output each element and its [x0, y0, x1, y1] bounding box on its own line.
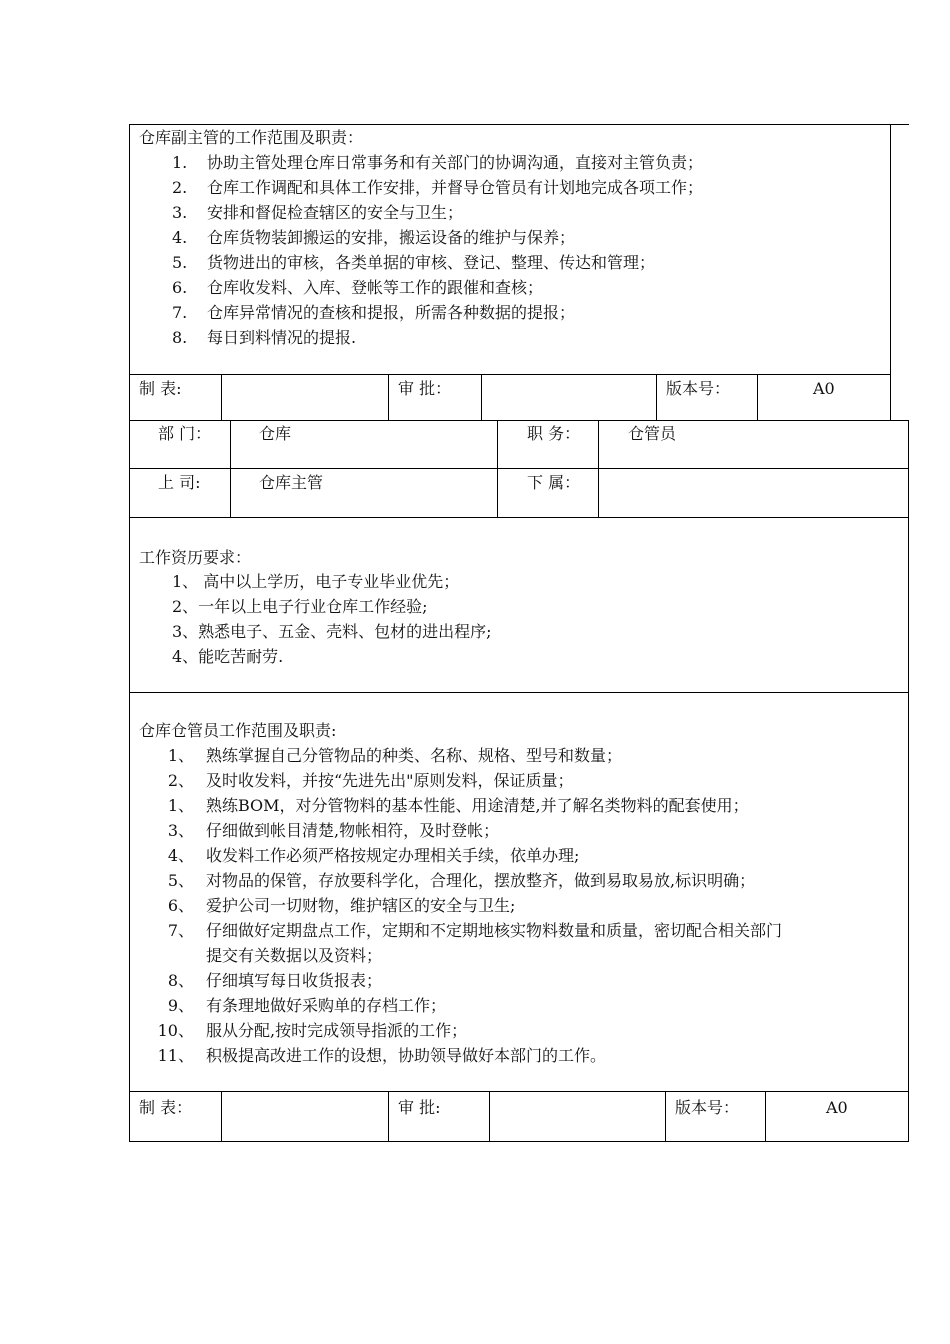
list-item: 1、 高中以上学历，电子专业毕业优先；	[172, 572, 460, 591]
section1-item-text: 协助主管处理仓库日常事务和有关部门的协调沟通，直接对主管负责；	[207, 153, 704, 172]
section1-item-text: 仓库货物装卸搬运的安排，搬运设备的维护与保养；	[207, 228, 576, 247]
section3-item-num: 1、	[167, 796, 194, 815]
section1-item-text: 仓库异常情况的查核和提报，所需各种数据的提报；	[207, 303, 576, 322]
supervisor-value: 仓库主管	[259, 473, 324, 492]
position-value: 仓管员	[628, 424, 677, 443]
dept-value: 仓库	[259, 424, 292, 443]
section3-item-text-continued: 提交有关数据以及资料；	[206, 946, 383, 965]
section3-item-text: 熟练BOM，对分管物料的基本性能、用途清楚,并了解名类物料的配套使用；	[206, 796, 749, 815]
section3-item-text: 爱护公司一切财物，维护辖区的安全与卫生;	[206, 896, 516, 915]
section3-item-text: 收发料工作必须严格按规定办理相关手续，依单办理;	[206, 846, 580, 865]
section3-item-num: 10、	[157, 1021, 194, 1040]
supervisor-label: 上 司:	[158, 473, 201, 492]
footer1-version-label: 版本号：	[666, 379, 731, 398]
section1-item-text: 货物进出的审核，各类单据的审核、登记、整理、传达和管理；	[207, 253, 656, 272]
section3-title: 仓库仓管员工作范围及职责:	[139, 721, 337, 740]
dept-label: 部 门：	[158, 424, 212, 443]
section3-item-num: 5、	[167, 871, 194, 890]
list-item: 4、能吃苦耐劳.	[172, 647, 284, 666]
section3-item-num: 9、	[167, 996, 194, 1015]
section3-item-text: 服从分配,按时完成领导指派的工作；	[206, 1021, 468, 1040]
section3-item-num: 2、	[167, 771, 194, 790]
section3-item-text: 对物品的保管，存放要科学化，合理化，摆放整齐，做到易取易放,标识明确；	[206, 871, 756, 890]
section3-item-text: 积极提高改进工作的设想，协助领导做好本部门的工作。	[206, 1046, 607, 1065]
footer2-version-label: 版本号：	[675, 1098, 740, 1117]
footer1-shenpi-label: 审 批：	[398, 379, 452, 398]
section3-item-num: 4、	[167, 846, 194, 865]
footer2-zhibiao-label: 制 表：	[139, 1098, 193, 1117]
section1-item-num: 5.	[172, 253, 188, 272]
section2-title: 工作资历要求：	[139, 548, 252, 567]
section1-item-num: 2.	[172, 178, 188, 197]
section1-item-num: 1.	[172, 153, 188, 172]
section3-item-text: 有条理地做好采购单的存档工作；	[206, 996, 447, 1015]
footer1-version-value: A0	[813, 379, 835, 398]
position-label: 职 务：	[527, 424, 581, 443]
section3-item-num: 1、	[167, 746, 194, 765]
section1-item-num: 6.	[172, 278, 188, 297]
section1-item-text: 每日到料情况的提报.	[207, 328, 357, 347]
section1-item-text: 安排和督促检查辖区的安全与卫生；	[207, 203, 464, 222]
section3-item-text: 仔细做到帐目清楚,物帐相符，及时登帐；	[206, 821, 500, 840]
section3-item-num: 6、	[167, 896, 194, 915]
section1-item-text: 仓库工作调配和具体工作安排，并督导仓管员有计划地完成各项工作；	[207, 178, 704, 197]
section3-item-text: 仔细填写每日收货报表；	[206, 971, 383, 990]
list-item: 2、一年以上电子行业仓库工作经验;	[172, 597, 428, 616]
subordinate-label: 下 属：	[527, 473, 581, 492]
footer1-zhibiao-label: 制 表:	[139, 379, 182, 398]
section1-item-num: 8.	[172, 328, 188, 347]
footer2-shenpi-label: 审 批:	[398, 1098, 441, 1117]
section1-item-num: 4.	[172, 228, 188, 247]
section3-item-text: 及时收发料，并按“先进先出"原则发料，保证质量；	[206, 771, 574, 790]
section3-item-num: 7、	[167, 921, 194, 940]
list-item: 3、熟悉电子、五金、壳料、包材的进出程序;	[172, 622, 492, 641]
section3-item-num: 11、	[157, 1046, 194, 1065]
section1-item-text: 仓库收发料、入库、登帐等工作的跟催和查核；	[207, 278, 544, 297]
section3-item-num: 3、	[167, 821, 194, 840]
section1-title: 仓库副主管的工作范围及职责：	[139, 128, 364, 147]
section3-item-num: 8、	[167, 971, 194, 990]
section3-item-text: 熟练掌握自己分管物品的种类、名称、规格、型号和数量；	[206, 746, 623, 765]
section3-item-text: 仔细做好定期盘点工作，定期和不定期地核实物料数量和质量，密切配合相关部门	[206, 921, 783, 940]
footer2-version-value: A0	[826, 1098, 848, 1117]
section1-item-num: 7.	[172, 303, 188, 322]
section1-item-num: 3.	[172, 203, 188, 222]
